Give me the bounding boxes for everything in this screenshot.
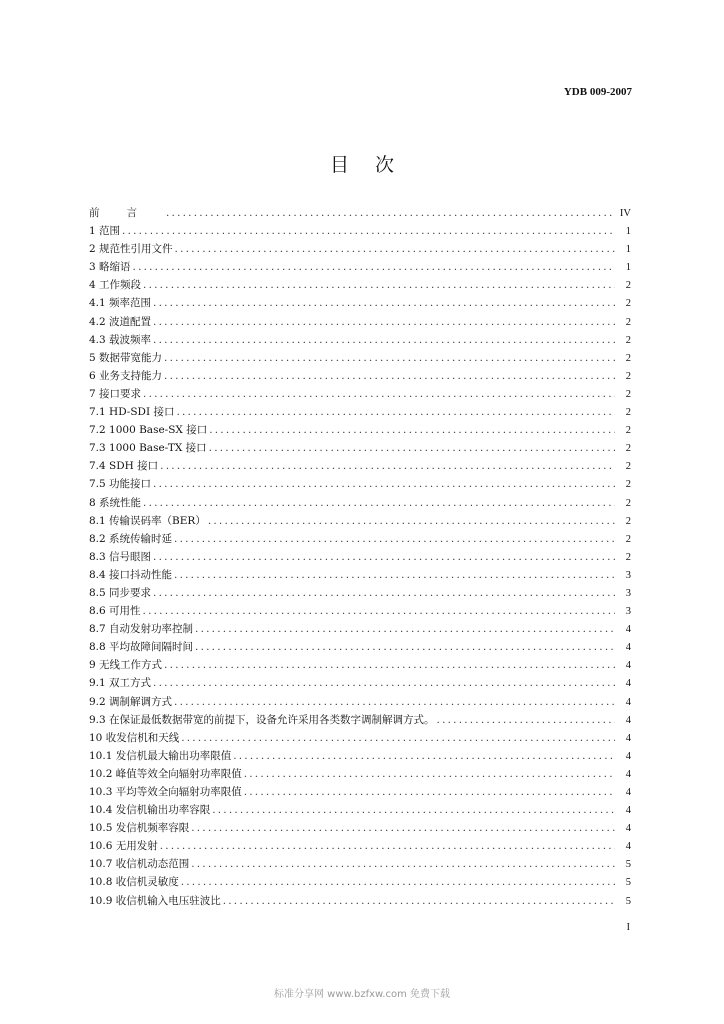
watermark-text: 标准分享网 www.bzfxw.com 免费下载 <box>274 989 450 1000</box>
toc-entry[interactable] <box>89 332 631 350</box>
toc-dot-leader <box>122 225 615 237</box>
toc-entry[interactable] <box>89 422 631 440</box>
toc-dot-leader <box>143 605 615 617</box>
toc-dot-leader <box>133 261 615 273</box>
toc-entry-label: 4.2 波道配置 <box>89 315 152 328</box>
toc-entry-page: 2 <box>625 461 631 473</box>
toc-entry-label: 8.1 传输误码率（BER） <box>89 514 206 527</box>
toc-entry-label: 5 数据带宽能力 <box>89 351 163 364</box>
toc-entry[interactable] <box>89 368 631 386</box>
toc-entry-page: 2 <box>625 497 631 509</box>
toc-dot-leader <box>164 370 615 382</box>
toc-entry[interactable] <box>89 277 631 295</box>
toc-entry[interactable] <box>89 495 631 513</box>
toc-dot-leader <box>143 279 615 291</box>
toc-entry-page: 2 <box>625 515 631 527</box>
toc-entry-page: 2 <box>625 298 631 310</box>
toc-entry[interactable] <box>89 458 631 476</box>
toc-entry[interactable] <box>89 893 631 911</box>
toc-entry[interactable] <box>89 856 631 874</box>
toc-dot-leader <box>223 895 615 907</box>
toc-entry-page: 4 <box>625 732 631 744</box>
toc-entry-page: 4 <box>625 660 631 672</box>
toc-dot-leader <box>208 515 615 527</box>
toc-entry-page: 1 <box>625 244 631 256</box>
toc-dot-leader <box>153 587 615 599</box>
toc-entry-label: 8.5 同步要求 <box>89 586 152 599</box>
toc-dot-leader <box>212 804 615 816</box>
toc-dot-leader <box>160 460 615 472</box>
toc-entry-page: 5 <box>625 877 631 889</box>
toc-entry-label: 9.2 调制解调方式 <box>89 695 173 708</box>
toc-entry-page: 3 <box>625 587 631 599</box>
toc-dot-leader <box>153 334 615 346</box>
toc-entry[interactable] <box>89 874 631 892</box>
toc-entry-page: 2 <box>625 352 631 364</box>
standard-code: YDB 009-2007 <box>563 86 632 98</box>
toc-entry[interactable] <box>89 730 631 748</box>
toc-entry[interactable] <box>89 241 631 259</box>
toc-entry-label: 10 收发信机和天线 <box>89 731 180 744</box>
toc-entry-page: 4 <box>625 823 631 835</box>
toc-dot-leader <box>143 388 615 400</box>
toc-entry-label: 10.5 发信机频率容限 <box>89 822 190 835</box>
toc-entry-page: 4 <box>625 624 631 636</box>
toc-entry-label: 7 接口要求 <box>89 387 142 400</box>
table-of-contents <box>89 205 631 911</box>
toc-entry-label: 8 系统性能 <box>89 496 142 509</box>
toc-entry-label: 7.4 SDH 接口 <box>89 460 159 473</box>
toc-entry-label: 7.5 功能接口 <box>89 478 152 491</box>
toc-entry-page: 2 <box>625 551 631 563</box>
toc-entry-page: 5 <box>625 895 631 907</box>
toc-entry[interactable] <box>89 694 631 712</box>
toc-entry[interactable] <box>89 404 631 422</box>
toc-entry-page: 2 <box>625 443 631 455</box>
toc-dot-leader <box>209 442 615 454</box>
toc-entry[interactable] <box>89 259 631 277</box>
toc-entry-label: 10.3 平均等效全向辐射功率限值 <box>89 786 242 798</box>
toc-entry[interactable] <box>89 621 631 639</box>
toc-dot-leader <box>153 677 615 689</box>
toc-entry[interactable] <box>89 748 631 766</box>
toc-entry[interactable] <box>89 567 631 585</box>
toc-entry-page: 2 <box>625 407 631 419</box>
toc-entry-label: 7.1 HD-SDI 接口 <box>89 406 175 419</box>
toc-dot-leader <box>195 641 615 653</box>
toc-dot-leader <box>209 424 615 436</box>
toc-entry-page: 4 <box>625 750 631 762</box>
toc-entry-label: 4 工作频段 <box>89 279 142 292</box>
toc-dot-leader <box>244 786 615 798</box>
toc-entry-page: 3 <box>625 569 631 581</box>
toc-entry-label: 10.8 收信机灵敏度 <box>89 876 179 889</box>
toc-dot-leader <box>143 497 615 509</box>
toc-dot-leader <box>153 551 615 563</box>
toc-entry[interactable] <box>89 440 631 458</box>
toc-entry-label: 4.1 频率范围 <box>89 297 152 310</box>
toc-entry-page: 1 <box>625 262 631 274</box>
toc-entry-page: 2 <box>625 370 631 382</box>
toc-dot-leader <box>153 478 615 490</box>
toc-entry[interactable] <box>89 820 631 838</box>
toc-entry-page: 2 <box>625 316 631 328</box>
toc-dot-leader <box>160 840 615 852</box>
toc-entry-label: 1 范围 <box>89 225 121 238</box>
toc-dot-leader <box>176 406 615 418</box>
page-number: I <box>626 922 630 933</box>
toc-entry[interactable] <box>89 476 631 494</box>
toc-entry-label: 8.7 自动发射功率控制 <box>89 623 194 636</box>
toc-entry-label: 7.2 1000 Base-SX 接口 <box>89 424 208 437</box>
toc-entry-label: 6 业务支持能力 <box>89 369 163 382</box>
toc-entry-page: 4 <box>625 696 631 708</box>
toc-entry[interactable] <box>89 386 631 404</box>
toc-dot-leader <box>181 876 615 888</box>
toc-entry-label: 10.4 发信机输出功率容限 <box>89 804 211 817</box>
toc-entry[interactable] <box>89 205 631 223</box>
toc-dot-leader <box>195 623 615 635</box>
toc-entry-label: 8.3 信号眼图 <box>89 550 152 563</box>
toc-entry[interactable] <box>89 838 631 856</box>
toc-entry[interactable] <box>89 675 631 693</box>
toc-entry-page: 5 <box>625 859 631 871</box>
toc-entry-label: 7.3 1000 Base-TX 接口 <box>89 442 207 455</box>
toc-dot-leader <box>174 533 615 545</box>
toc-entry-label: 10.7 收信机动态范围 <box>89 858 190 871</box>
toc-entry-label: 9.1 双工方式 <box>89 677 152 690</box>
toc-entry-page: 2 <box>625 533 631 545</box>
toc-entry[interactable] <box>89 314 631 332</box>
toc-entry-label: 8.4 接口抖动性能 <box>89 568 173 581</box>
toc-dot-leader <box>191 822 615 834</box>
toc-entry-label: 9 无线工作方式 <box>89 659 163 672</box>
toc-entry-label: 10.2 峰值等效全向辐射功率限值 <box>89 767 242 780</box>
toc-entry-page: 4 <box>625 841 631 853</box>
toc-entry-page: 4 <box>625 768 631 780</box>
toc-entry-page: 1 <box>625 226 631 238</box>
toc-entry[interactable] <box>89 766 631 784</box>
toc-entry-page: 3 <box>625 606 631 618</box>
toc-entry-page: 4 <box>625 642 631 654</box>
toc-dot-leader <box>181 732 615 744</box>
page-title: 目次 <box>329 154 420 176</box>
toc-entry-page: 2 <box>625 334 631 346</box>
toc-dot-leader <box>233 750 615 762</box>
toc-entry-page: 2 <box>625 425 631 437</box>
toc-entry[interactable] <box>89 585 631 603</box>
toc-dot-leader <box>437 714 615 726</box>
toc-dot-leader <box>153 297 615 309</box>
toc-entry-label: 4.3 载波频率 <box>89 333 152 346</box>
toc-entry-label: 前言 <box>89 207 164 219</box>
toc-dot-leader <box>175 243 615 255</box>
toc-entry[interactable] <box>89 549 631 567</box>
toc-entry-page: 4 <box>625 714 631 726</box>
toc-entry[interactable] <box>89 531 631 549</box>
toc-entry[interactable] <box>89 223 631 241</box>
toc-entry-label: 10.9 收信机输入电压驻波比 <box>89 894 221 907</box>
toc-entry-page: 4 <box>625 678 631 690</box>
toc-entry-label: 8.8 平均故障间隔时间 <box>89 641 194 654</box>
toc-entry[interactable] <box>89 295 631 313</box>
toc-entry[interactable] <box>89 639 631 657</box>
toc-entry-label: 2 规范性引用文件 <box>89 243 173 256</box>
toc-entry-page: 2 <box>625 479 631 491</box>
toc-entry-page: 2 <box>625 388 631 400</box>
toc-entry[interactable] <box>89 802 631 820</box>
toc-entry[interactable] <box>89 784 631 802</box>
toc-dot-leader <box>174 569 615 581</box>
toc-entry-page: 4 <box>625 805 631 817</box>
toc-entry-label: 10.6 无用发射 <box>89 840 158 853</box>
toc-entry[interactable] <box>89 350 631 368</box>
toc-dot-leader <box>166 207 615 219</box>
toc-dot-leader <box>153 316 615 328</box>
toc-entry-label: 10.1 发信机最大输出功率限值 <box>89 749 232 762</box>
toc-dot-leader <box>164 659 615 671</box>
toc-dot-leader <box>174 696 615 708</box>
toc-entry-label: 8.2 系统传输时延 <box>89 532 173 545</box>
toc-dot-leader <box>164 352 615 364</box>
toc-entry-page: 4 <box>625 787 631 798</box>
toc-entry[interactable] <box>89 603 631 621</box>
toc-dot-leader <box>244 768 615 780</box>
toc-entry-page: IV <box>619 208 631 219</box>
toc-entry-page: 2 <box>625 280 631 292</box>
toc-entry[interactable] <box>89 657 631 675</box>
toc-entry-label: 3 略缩语 <box>89 261 131 274</box>
toc-entry[interactable] <box>89 513 631 531</box>
toc-entry-label: 9.3 在保证最低数据带宽的前提下，设备允许采用各类数字调制解调方式。 <box>89 713 435 726</box>
toc-entry[interactable] <box>89 712 631 730</box>
toc-entry-label: 8.6 可用性 <box>89 605 141 618</box>
toc-dot-leader <box>191 858 615 870</box>
